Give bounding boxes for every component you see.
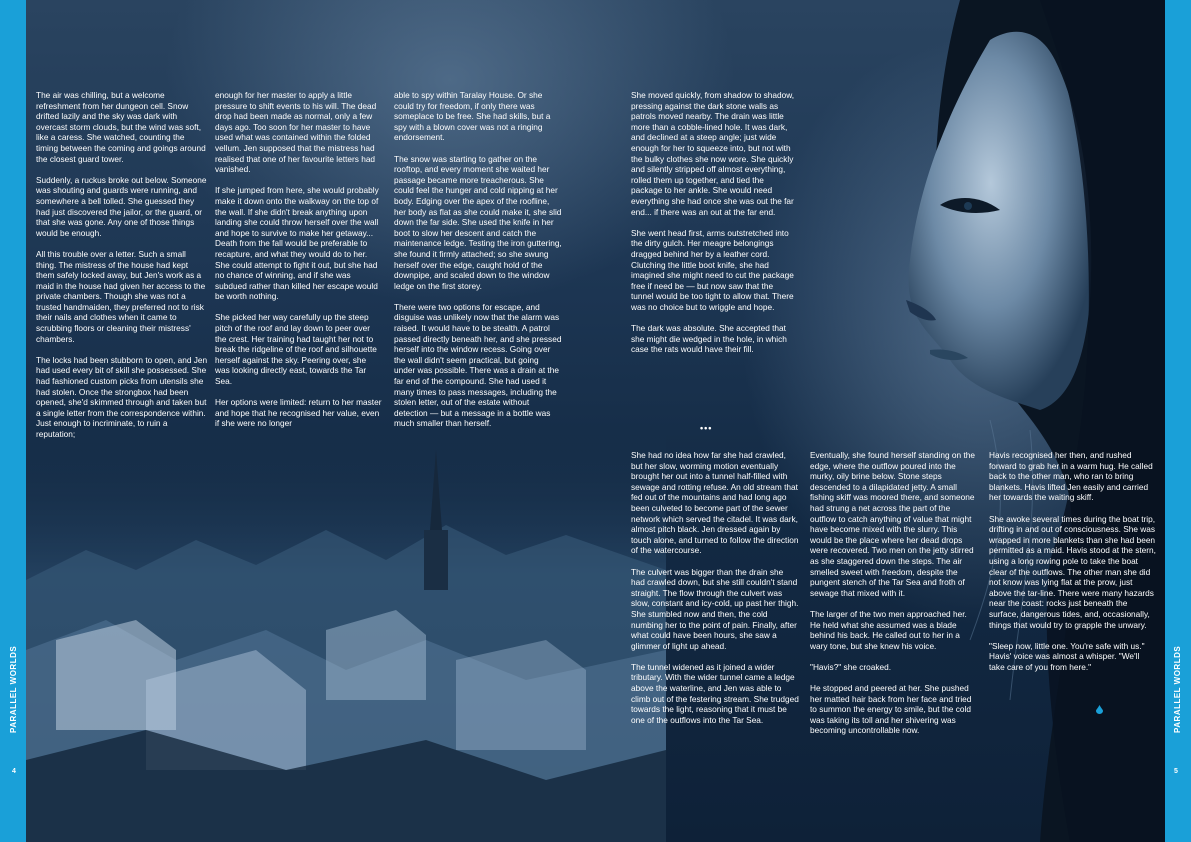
section-label-right: PARALLEL WORLDS [1173,645,1182,733]
text-column-3 [394,90,562,429]
paragraph: "Havis?" she croaked. [810,661,892,672]
paragraph: The dark was absolute. She accepted that she might die wedged in the hole, in which case the rats would have their fill. [631,323,787,355]
paragraph: The larger of the two men approached her. He held what she assumed was a blade behind his back. He called out to her in a wary tone, but she knew his voice. [810,608,967,651]
paragraph: Her options were limited: return to her master and hope that he recognised her value, even if she were no longer [215,397,382,429]
end-mark-drop-icon [1096,705,1103,714]
paragraph: Eventually, she found herself standing on the edge, where the outflow poured into the murky, oily brine below. Stone steps descended to a dilapidated jetty. A small fishing skiff was moored there, and someone had strung a net across the part of the outflow to catch anything of value that might have become mixed with the slurry. This would be the place where her dead drops were recovered. Two men on the jetty stirred as she staggered down the steps. The air smelled sweet with freedom, despite the pungent stench of the Tar Sea and froth of sewage that mixed with it. [810,450,975,598]
text-column-4 [631,90,796,355]
paragraph: She moved quickly, from shadow to shadow, pressing against the dark stone walls as patrols moved nearby. The drain was little more than a cobble-lined hole. It was dark, and declined at a steep angle; just wide enough for her to squeeze into, but not with the bulky clothes she now wore. She quickly and silently stripped off almost everything, rolled them up together, and tied the package to her ankle. She would need everything she had once she was out the far end... if there was an out at the far end. [631,90,795,217]
text-column-1 [36,90,208,440]
paragraph: The culvert was bigger than the drain she had crawled down, but she still couldn't stand straight. The flow through the culvert was slow, constant and icy-cold, up past her thigh. She stumbled now and then, the cold numbing her to the point of pain. Finally, after what could have been hours, she saw a glimmer of light up ahead. [631,566,799,651]
paragraph: able to spy within Taralay House. Or she could try for freedom, if only there was someplace to be free. She had skills, but a spy with a blown cover was not a ringing endorsement. [394,90,551,143]
paragraph: The tunnel widened as it joined a wider tributary. With the wider tunnel came a ledge above the waterline, and Jen was able to climb out of the festering stream. She trudged towards the light, reasoning that it must be one of the outflows into the Tar Sea. [631,661,799,725]
paragraph: The air was chilling, but a welcome refreshment from her dungeon cell. Snow drifted lazily and the sky was dark with overcast storm clouds, but the wind was soft, like a caress. She watched, counting the timing between the coming and goings around the closest guard tower. [36,90,206,164]
paragraph: She had no idea how far she had crawled, but her slow, worming motion eventually brought her out into a tunnel half-filled with sewage and rotting refuse. An old stream that fed out of the mountains and had long ago been culveted to become part of the sewer network which served the citadel. It was dark, almost pitch black. Jen dressed again by touch alone, and turned to follow the direction of the watercourse. [631,450,799,556]
snowy-city-illustration [26,430,666,842]
text-column-6 [810,450,978,736]
paragraph: "Sleep now, little one. You're safe with us." Havis' voice was almost a whisper. "We'll take care of you from here." [989,640,1145,672]
paragraph: The snow was starting to gather on the rooftop, and every moment she waited her passage became more treacherous. She could feel the hunger and cold nipping at her body. Edging over the apex of the roofline, her body as flat as she could make it, she slid down the far side. She used the knife in her boot to slow her descent and catch the maintenance ledge. Testing the iron guttering, she found it firmly attached; so she swung herself over the edge, caught hold of the downpipe, and scaled down to the window ledge on the first storey. [394,153,562,291]
page-number-left: 4 [12,768,16,775]
paragraph: She went head first, arms outstretched into the dirty gulch. Her meagre belongings dragged behind her by a leather cord. Clutching the little boot knife, she had imagined she might need to cut the package free if need be — but now saw that the tunnel would be too tight to allow that. There was no choice but to wriggle and hope. [631,227,794,312]
section-separator: ••• [700,423,713,433]
paragraph: All this trouble over a letter. Such a small thing. The mistress of the house had kept them safely locked away, but Jen's work as a maid in the house had given her access to the private chambers. Though she was not a trusted handmaiden, they preferred not to risk their nails and clothes when it came to scrubbing floors or cleaning their mistress' chambers. [36,248,206,344]
paragraph: She picked her way carefully up the steep pitch of the roof and lay down to peer over the crest. Her training had taught her not to break the ridgeline of the roof and silhouette herself against the sky. Peering over, she was looking directly east, towards the Tar Sea. [215,312,377,387]
text-column-2 [215,90,383,429]
paragraph: If she jumped from here, she would probably make it down onto the walkway on the top of the wall. If she didn't break anything upon landing she could throw herself over the wall and hope to survive to make her getaway... Death from the fall would be preferable to recapture, and what they would do to her. She could attempt to fight it out, but she had no chance of winning, and if she was subdued rather than killed her escape would be worth nothing. [215,185,379,302]
paragraph: There were two options for escape, and disguise was unlikely now that the alarm was raised. It would have to be stealth. A patrol passed directly beneath her, and she pressed herself into the window recess. Going over the wall didn't seem practical, but going under was possible. There was a drain at the far end of the compound. She had used it many times to pass messages, including the stolen letter, out of the estate without detection — but a message in a bottle was much smaller than herself. [394,301,562,429]
right-page-sidebar [1165,0,1191,842]
text-column-5 [631,450,799,725]
section-label-left: PARALLEL WORLDS [9,645,18,733]
paragraph: enough for her master to apply a little pressure to shift events to his will. The dead drop had been made as normal, only a few days ago. Too soon for her master to have used what was contained within the folded vellum. Jen supposed that the mistress had realised that one of her favourite letters had vanished. [215,90,377,175]
page-number-right: 5 [1174,768,1178,775]
text-column-7 [989,450,1157,672]
paragraph: He stopped and peered at her. She pushed her matted hair back from her face and tried to summon the energy to smile, but the cold was taking its toll and her shivering was becoming uncontrollable now. [810,683,972,736]
left-page-sidebar [0,0,26,842]
paragraph: Suddenly, a ruckus broke out below. Someone was shouting and guards were running, and somewhere a bell tolled. She guessed they had just discovered the jailor, or the guard, or that she was gone. Any one of those things would be enough. [36,174,207,238]
paragraph: Havis recognised her then, and rushed forward to grab her in a warm hug. He called back to the other man, who ran to bring blankets. Havis lifted Jen easily and carried her towards the waiting skiff. [989,450,1153,503]
paragraph: She awoke several times during the boat trip, drifting in and out of consciousness. She was wrapped in more blankets than she had been permitted as a maid. Havis stood at the stern, using a long rowing pole to take the boat clear of the outflows. The other man she did not know was lying flat at the prow, just above the tar-line. There were many hazards near the coast: rocks just beneath the surface, dangerous tides, and, occasionally, things that would try to grapple the unwary. [989,513,1156,630]
paragraph: The locks had been stubborn to open, and Jen had used every bit of skill she possessed. She had fashioned custom picks from utensils she had stolen. Once the strongbox had been opened, she'd skimmed through and taken but a single letter from the correspondence within. Just enough to incriminate, to ruin a reputation; [36,354,208,439]
